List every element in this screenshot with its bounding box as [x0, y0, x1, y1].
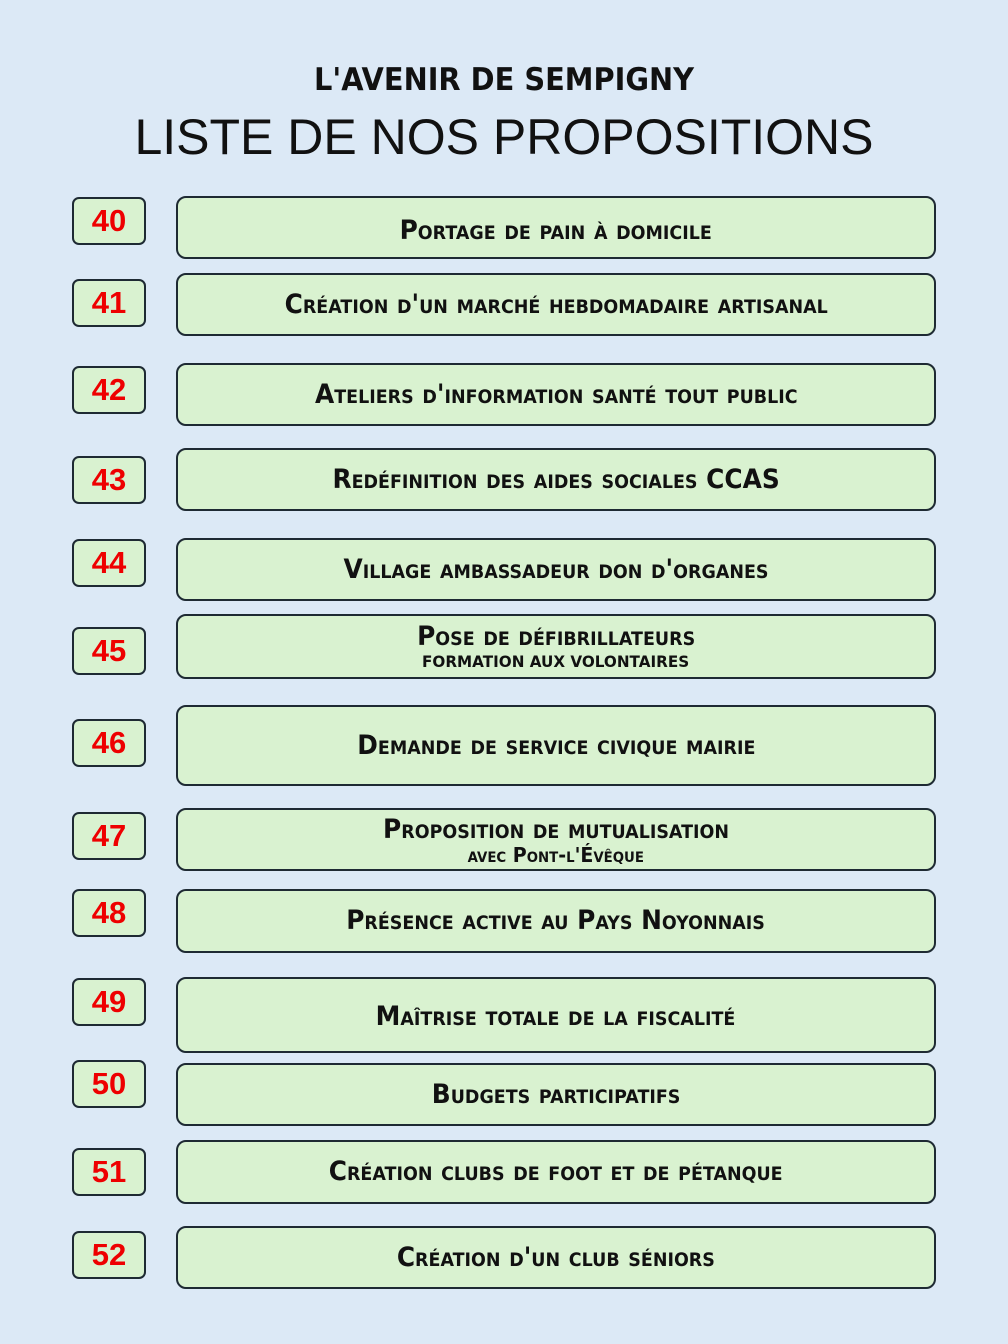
proposition-number: 49	[72, 978, 146, 1026]
proposition-number: 48	[72, 889, 146, 937]
proposition-item	[176, 363, 936, 426]
proposition-number: 40	[72, 197, 146, 245]
proposition-item	[176, 705, 936, 786]
proposition-number: 44	[72, 539, 146, 587]
proposition-item	[176, 614, 936, 679]
proposition-label: Création d'un marché hebdomadaire artisanal	[284, 288, 828, 320]
proposition-label: Création clubs de foot et de pétanque	[329, 1156, 783, 1187]
proposition-item	[176, 448, 936, 511]
proposition-number: 47	[72, 812, 146, 860]
proposition-label: Ateliers d'information santé tout public	[314, 378, 798, 410]
proposition-item	[176, 196, 936, 259]
page-title: LISTE DE NOS PROPOSITIONS	[134, 109, 874, 165]
proposition-number: 43	[72, 456, 146, 504]
proposition-label: Portage de pain à domicile	[399, 214, 713, 246]
proposition-label: Village ambassadeur don d'organes	[343, 553, 769, 585]
proposition-sublabel: FORMATION AUX VOLONTAIRES	[422, 651, 690, 671]
proposition-sublabel: avec Pont-l'Évêque	[467, 842, 645, 867]
proposition-item	[176, 889, 936, 953]
proposition-item	[176, 1063, 936, 1126]
proposition-label: Proposition de mutualisation	[383, 813, 729, 845]
proposition-label: Création d'un club séniors	[396, 1241, 716, 1273]
proposition-item	[176, 977, 936, 1053]
proposition-label: Pose de défibrillateurs	[416, 620, 696, 652]
proposition-number: 50	[72, 1060, 146, 1108]
proposition-number: 51	[72, 1148, 146, 1196]
proposition-number: 42	[72, 366, 146, 414]
proposition-number: 46	[72, 719, 146, 767]
proposition-number: 41	[72, 279, 146, 327]
proposition-label: Redéfinition des aides sociales CCAS	[332, 463, 780, 495]
proposition-label: Demande de service civique mairie	[356, 729, 756, 761]
proposition-label: Présence active au Pays Noyonnais	[346, 905, 766, 936]
proposition-number: 45	[72, 627, 146, 675]
proposition-item	[176, 1140, 936, 1204]
proposition-item	[176, 538, 936, 601]
proposition-label: Budgets participatifs	[431, 1078, 681, 1110]
proposition-number: 52	[72, 1231, 146, 1279]
organization-name: L'AVENIR DE SEMPIGNY	[314, 62, 694, 98]
proposition-item	[176, 273, 936, 336]
proposition-label: Maîtrise totale de la fiscalité	[376, 1001, 736, 1032]
proposition-item	[176, 1226, 936, 1289]
proposition-item	[176, 808, 936, 871]
